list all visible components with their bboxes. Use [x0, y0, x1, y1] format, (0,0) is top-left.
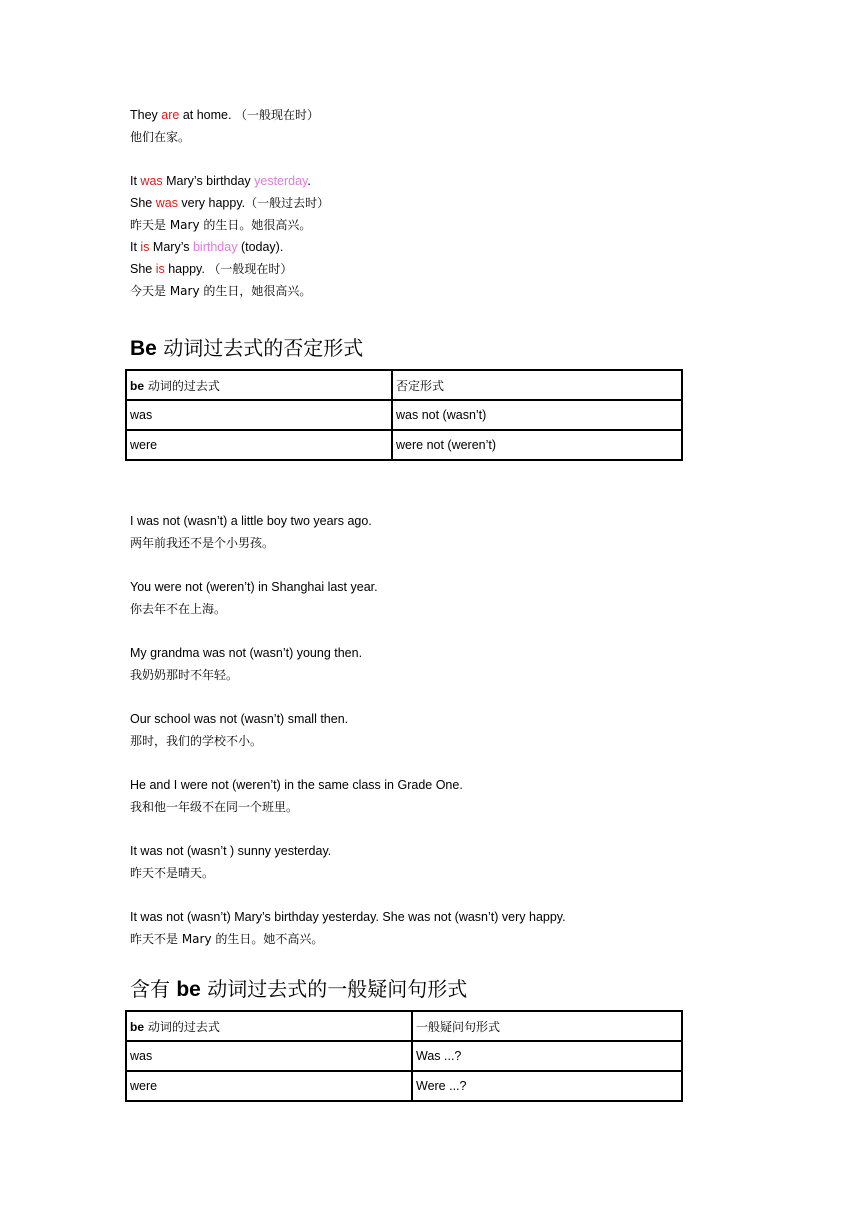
word-yesterday: yesterday [254, 174, 308, 188]
sentence-it-was: It was Mary’s birthday yesterday. [130, 174, 311, 188]
table-header-cell: 一般疑问句形式 [412, 1011, 682, 1041]
table-cell: Were ...? [412, 1071, 682, 1101]
table-cell: were [126, 1071, 412, 1101]
verb-was: was [140, 174, 163, 188]
table-cell: was [126, 400, 392, 430]
tense-note: （一般现在时） [234, 108, 319, 122]
table-row [126, 1041, 682, 1071]
sentence-she-is: She is happy. （一般现在时） [130, 262, 293, 276]
sentence-they-are: They are at home. （一般现在时） [130, 108, 319, 122]
translation: 今天是 Mary 的生日，她很高兴。 [130, 284, 312, 298]
table-cell: were [126, 430, 392, 460]
sentence-she-was: She was very happy.（一般过去时） [130, 196, 330, 210]
table-row [126, 400, 682, 430]
example-item: He and I were not (weren’t) in the same class in Grade One. 我和他一年级不在同一个班里。 [130, 778, 463, 814]
tense-note: （一般过去时） [245, 196, 330, 210]
verb-is: is [155, 262, 165, 276]
document-body [130, 104, 690, 302]
example-item: My grandma was not (wasn’t) young then. 我奶奶那时不年轻。 [130, 646, 363, 682]
table-header-row [126, 370, 682, 400]
verb-was: was [155, 196, 178, 210]
table-header-cell: be 动词的过去式 [126, 1011, 412, 1041]
sentence-it-is: It is Mary’s birthday (today). [130, 240, 284, 254]
table-cell: were not (weren’t) [392, 430, 682, 460]
table-cell: was not (wasn’t) [392, 400, 682, 430]
verb-are: are [161, 108, 180, 122]
table-row [126, 430, 682, 460]
example-item: It was not (wasn’t ) sunny yesterday. 昨天不是晴天。 [130, 844, 332, 880]
tense-note: （一般现在时） [208, 262, 293, 276]
table-row [126, 1071, 682, 1101]
example-item: You were not (weren’t) in Shanghai last year. 你去年不在上海。 [130, 580, 378, 616]
example-item: It was not (wasn’t) Mary’s birthday yesterday. She was not (wasn’t) very happy. 昨天不是 Mary 的生日。她不高兴。 [130, 910, 566, 946]
translation: 昨天是 Mary 的生日。她很高兴。 [130, 218, 312, 232]
verb-is: is [140, 240, 150, 254]
section-title-question: 含有 be 动词过去式的一般疑问句形式 [130, 977, 468, 1001]
section-title-negative: Be 动词过去式的否定形式 [130, 336, 364, 360]
translation: 他们在家。 [130, 130, 191, 144]
example-item: Our school was not (wasn’t) small then. 那时，我们的学校不小。 [130, 712, 349, 748]
table-cell: Was ...? [412, 1041, 682, 1071]
examples-list [130, 510, 730, 950]
example-item: I was not (wasn’t) a little boy two years ago. 两年前我还不是个小男孩。 [130, 514, 372, 550]
question-form-table [125, 1010, 683, 1102]
word-birthday: birthday [192, 240, 238, 254]
table-header-cell: 否定形式 [392, 370, 682, 400]
table-header-cell: be 动词的过去式 [126, 370, 392, 400]
table-header-row [126, 1011, 682, 1041]
table-cell: was [126, 1041, 412, 1071]
negative-form-table [125, 369, 683, 461]
